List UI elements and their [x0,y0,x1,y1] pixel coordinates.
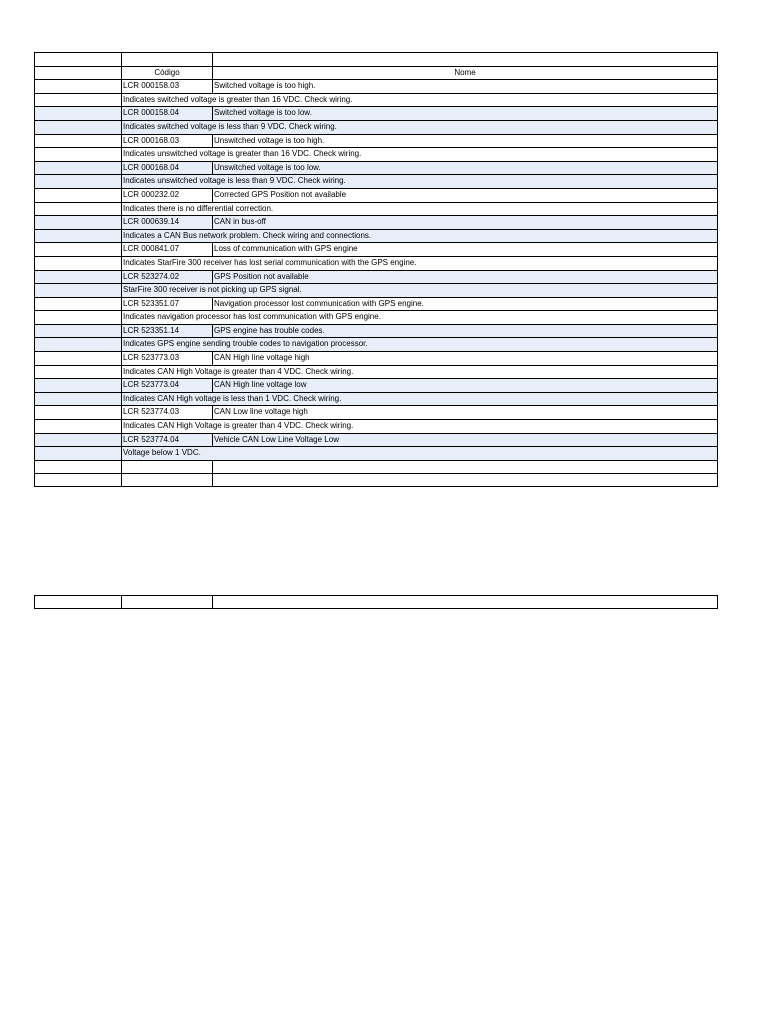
table-cell [35,393,122,406]
code-row [34,161,718,175]
code-row [34,270,718,284]
fault-description: Indicates GPS engine sending trouble codes to navigation processor. [122,338,717,351]
table-cell [213,53,717,66]
table-blank-row [34,460,718,474]
table-cell [35,338,122,351]
table-cell [35,352,122,365]
fault-name: Corrected GPS Position not available [214,189,347,199]
fault-name: Switched voltage is too low. [213,107,717,120]
table-cell [35,284,122,297]
table-cell [35,420,122,433]
fault-code: LCR 523774.03 [122,406,213,419]
code-row [34,433,718,447]
fault-name: Vehicle CAN Low Line Voltage Low [213,434,717,447]
fault-code-table [34,52,718,487]
fault-code: LCR 523274.02 [122,271,213,284]
fault-description: Indicates CAN High Voltage is greater than 4 VDC. Check wiring. [123,421,354,431]
description-row [34,365,718,379]
code-row [34,405,718,419]
code-row [34,378,718,392]
table-blank-row [34,473,718,487]
table-cell [35,162,122,175]
fault-description: Indicates unswitched voltage is greater than 16 VDC. Check wiring. [123,149,362,159]
fault-code: LCR 523774.04 [122,434,213,447]
table-cell [35,53,122,66]
description-row [34,229,718,243]
table-cell [35,80,122,93]
fault-code: LCR 523351.14 [122,325,213,338]
code-row [34,242,718,256]
fault-code: LCR 000232.02 [122,189,213,202]
fault-description: Indicates CAN High voltage is less than 1 VDC. Check wiring. [122,393,717,406]
table-cell [35,406,122,419]
table-cell [35,243,122,256]
description-row [34,310,718,324]
description-row [34,174,718,188]
table-cell [35,230,122,243]
header-codigo: Código [122,67,213,80]
fault-code: LCR 523773.04 [122,379,213,392]
description-row [34,256,718,270]
code-row [34,79,718,93]
table-cell [35,379,122,392]
entries-list [34,79,718,460]
fault-description: Indicates there is no differential correction. [123,203,274,213]
fault-name: GPS engine has trouble codes. [213,325,717,338]
description-row [34,202,718,216]
fault-code: LCR 000841.07 [122,243,213,256]
table-cell [35,325,122,338]
table-cell [122,53,213,66]
fault-code: LCR 000639.14 [122,216,213,229]
code-row [34,215,718,229]
fault-description: Voltage below 1 VDC. [122,447,717,460]
fault-description: Indicates switched voltage is less than 9 VDC. Check wiring. [122,121,717,134]
fault-name: Navigation processor lost communication with GPS engine. [214,298,424,308]
table-cell [35,121,122,134]
fault-name: Switched voltage is too high. [214,81,316,91]
fault-name: Unswitched voltage is too low. [213,162,717,175]
fault-name: CAN High line voltage low [213,379,717,392]
table-cell [35,203,122,216]
fault-name: CAN Low line voltage high [214,407,308,417]
table-cell [35,216,122,229]
description-row [34,93,718,107]
table-cell [35,135,122,148]
description-row [34,283,718,297]
table-cell [35,366,122,379]
code-row [34,351,718,365]
table-cell [35,461,122,474]
fault-name: Loss of communication with GPS engine [214,244,358,254]
table-blank-top-row [34,52,718,66]
fault-description: Indicates switched voltage is greater than 16 VDC. Check wiring. [123,94,353,104]
fault-code: LCR 000158.03 [122,80,213,93]
table-cell [35,148,122,161]
description-row [34,147,718,161]
fault-description: Indicates unswitched voltage is less than 9 VDC. Check wiring. [122,175,717,188]
code-row [34,188,718,202]
table-cell [35,596,122,608]
fault-name: CAN in bus-off [213,216,717,229]
description-row [34,337,718,351]
fault-name: Unswitched voltage is too high. [214,135,325,145]
description-row [34,446,718,460]
description-row [34,120,718,134]
table-cell [35,311,122,324]
table-cell [35,107,122,120]
fault-description: StarFire 300 receiver is not picking up GPS signal. [122,284,717,297]
fault-description: Indicates CAN High Voltage is greater than 4 VDC. Check wiring. [123,366,354,376]
fault-code: LCR 000158.04 [122,107,213,120]
table-header-row [34,66,718,80]
description-row [34,419,718,433]
table-cell [122,596,213,608]
fault-description: Indicates a CAN Bus network problem. Check wiring and connections. [122,230,717,243]
table-cell [35,67,122,80]
description-row [34,392,718,406]
fault-code: LCR 000168.04 [122,162,213,175]
code-row [34,297,718,311]
table-cell [35,298,122,311]
fault-code: LCR 000168.03 [122,135,213,148]
table-cell [213,461,717,474]
table-cell [35,434,122,447]
code-row [34,134,718,148]
fault-name: CAN High line voltage high [214,353,310,363]
table-cell [35,271,122,284]
table-cell [35,189,122,202]
table-cell [35,94,122,107]
table-cell [122,461,213,474]
fault-code: LCR 523773.03 [122,352,213,365]
header-nome: Nome [454,67,476,77]
code-row [34,106,718,120]
fault-description: Indicates navigation processor has lost communication with GPS engine. [123,312,381,322]
table-cell [35,175,122,188]
fault-code: LCR 523351.07 [122,298,213,311]
table-cell [35,474,122,486]
table-cell [213,596,717,608]
table-cell [35,447,122,460]
table-cell [122,474,213,486]
fault-name: GPS Position not available [213,271,717,284]
fault-description: Indicates StarFire 300 receiver has lost serial communication with the GPS engine. [123,257,417,267]
table-cell [35,257,122,270]
table-blank-row [34,595,718,609]
secondary-table [34,595,718,609]
code-row [34,324,718,338]
table-cell [213,474,717,486]
